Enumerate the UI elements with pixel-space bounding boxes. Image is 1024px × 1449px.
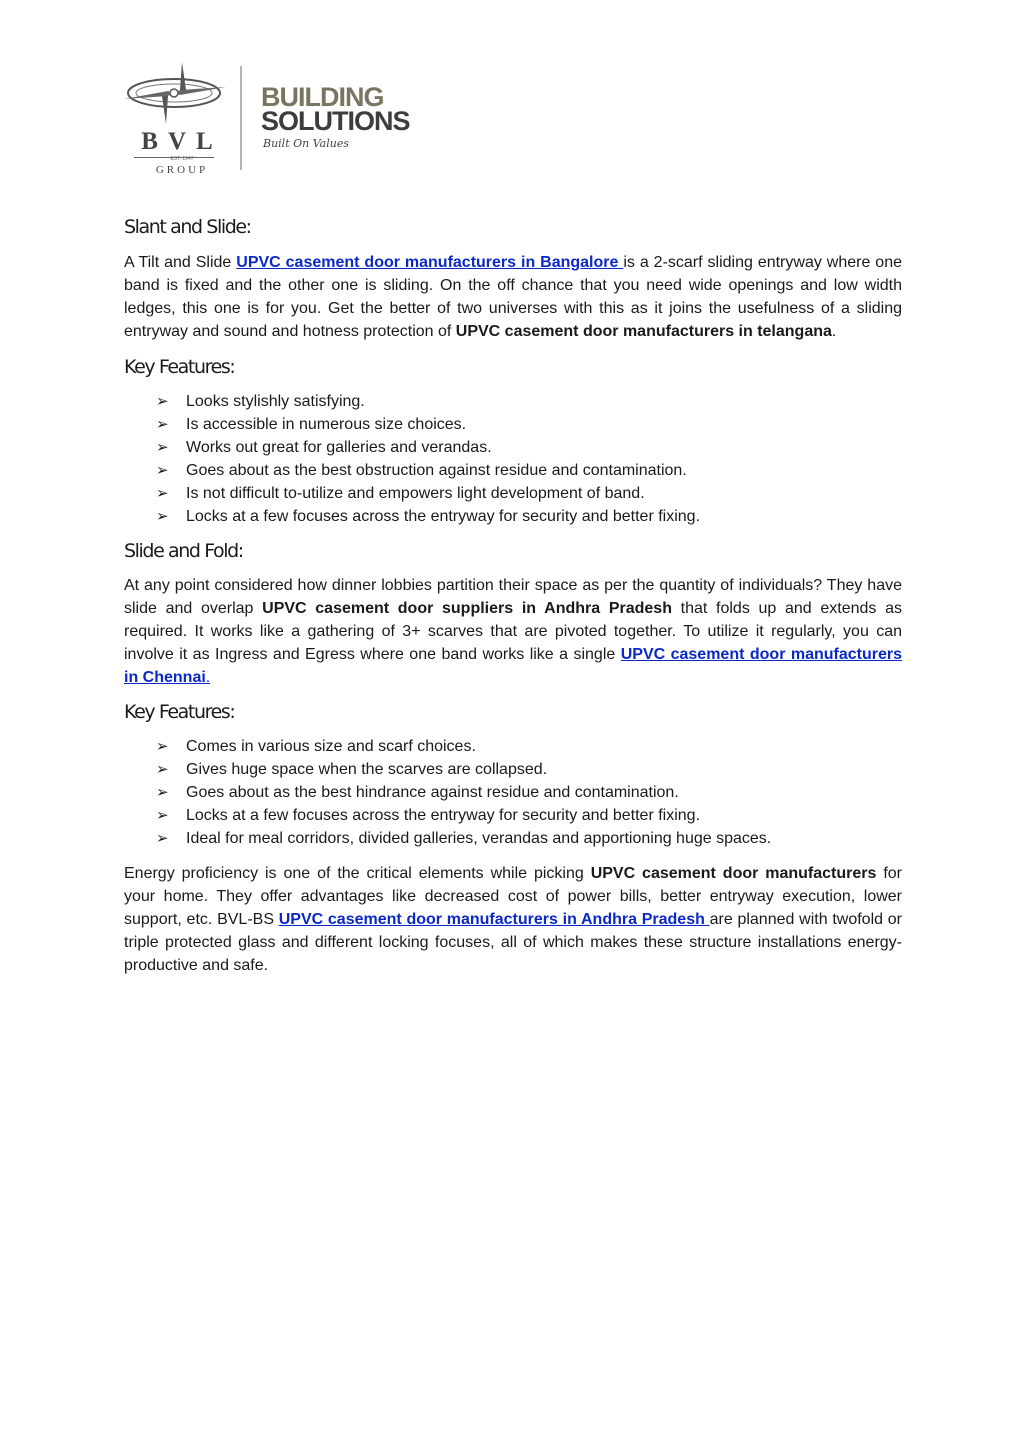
list-item xyxy=(156,436,902,459)
list-item-text: Looks stylishly satisfying. xyxy=(186,393,365,410)
arrow-bullet-icon: ➢ xyxy=(156,392,169,410)
bold-keyword-andhra-suppliers: UPVC casement door suppliers in Andhra Pradesh xyxy=(262,600,672,617)
arrow-bullet-icon: ➢ xyxy=(156,829,169,847)
paragraph-text: is a 2-scarf sliding entryway where one band is fixed and the other one is sliding. On the off chance that you need wide openings and low width ledges, this one is for you. Get the better of two universes with this as it joins the usefulness of a sliding entryway and sound and hotness protection of xyxy=(124,254,902,340)
list-item xyxy=(156,735,902,758)
list-item xyxy=(156,758,902,781)
logo-group-text: GROUP xyxy=(155,164,209,176)
feature-list-1 xyxy=(124,390,902,528)
list-item-text: Is not difficult to-utilize and empowers light development of band. xyxy=(186,485,645,502)
arrow-bullet-icon: ➢ xyxy=(156,461,169,479)
arrow-bullet-icon: ➢ xyxy=(156,760,169,778)
list-item-text: Comes in various size and scarf choices. xyxy=(186,738,476,755)
arrow-bullet-icon: ➢ xyxy=(156,484,169,502)
list-item xyxy=(156,459,902,482)
logo-divider xyxy=(240,66,242,170)
list-item-text: Is accessible in numerous size choices. xyxy=(186,416,467,433)
closing-paragraph xyxy=(124,862,902,977)
list-item-text: Locks at a few focuses across the entryway for security and better fixing. xyxy=(186,508,701,525)
list-item xyxy=(156,804,902,827)
logo-brand-letters: BVL xyxy=(141,128,223,155)
section-title-key-features-2: Key Features: xyxy=(124,701,235,723)
arrow-bullet-icon: ➢ xyxy=(156,415,169,433)
list-item-text: Goes about as the best obstruction against residue and contamination. xyxy=(186,462,687,479)
document-body xyxy=(124,212,902,977)
paragraph-text: . xyxy=(831,323,837,340)
bvl-compass-logo-icon xyxy=(122,60,228,130)
section-paragraph-slide-and-fold xyxy=(124,574,902,689)
list-item xyxy=(156,482,902,505)
logo-est-text: EST. 1947 xyxy=(170,156,194,162)
list-item xyxy=(156,413,902,436)
section-title-slant-and-slide: Slant and Slide: xyxy=(124,216,251,238)
bold-keyword-telangana: UPVC casement door manufacturers in telangana xyxy=(455,323,832,340)
list-item xyxy=(156,827,902,850)
paragraph-text: Energy proficiency is one of the critical elements while picking xyxy=(124,865,591,882)
arrow-bullet-icon: ➢ xyxy=(156,438,169,456)
paragraph-text: A Tilt and Slide xyxy=(124,254,237,271)
logo-solutions-text: SOLUTIONS xyxy=(261,106,410,136)
link-chennai-tail[interactable]: . xyxy=(205,669,211,686)
arrow-bullet-icon: ➢ xyxy=(156,783,169,801)
arrow-bullet-icon: ➢ xyxy=(156,806,169,824)
paragraph-text: are planned with twofold or triple protected glass and different locking focuses, all of which makes these structure installations energy-productive and safe. xyxy=(124,911,902,974)
logo-tagline: Built On Values xyxy=(263,137,349,150)
bold-keyword-manufacturers: UPVC casement door manufacturers xyxy=(590,865,877,882)
arrow-bullet-icon: ➢ xyxy=(156,737,169,755)
logo-building-text: BUILDING xyxy=(261,82,384,112)
list-item-text: Works out great for galleries and verandas. xyxy=(186,439,492,456)
arrow-bullet-icon: ➢ xyxy=(156,507,169,525)
list-item-text: Gives huge space when the scarves are collapsed. xyxy=(186,761,548,778)
section-title-key-features-1: Key Features: xyxy=(124,356,235,378)
paragraph-text: At any point considered how dinner lobbies partition their space as per the quantity of individuals? They have slide and overlap xyxy=(124,577,902,617)
section-title-slide-and-fold: Slide and Fold: xyxy=(124,540,243,562)
section-paragraph-slant-and-slide xyxy=(124,251,902,343)
feature-list-2 xyxy=(124,735,902,850)
list-item xyxy=(156,390,902,413)
list-item-text: Goes about as the best hindrance against residue and contamination. xyxy=(186,784,679,801)
link-chennai-manufacturers[interactable]: UPVC casement door manufacturers in Chennai xyxy=(124,646,902,686)
link-andhra-manufacturers[interactable]: UPVC casement door manufacturers in Andhra Pradesh xyxy=(278,911,710,928)
list-item-text: Locks at a few focuses across the entryway for security and better fixing. xyxy=(186,807,701,824)
list-item xyxy=(156,505,902,528)
paragraph-text: that folds up and extends as required. It works like a gathering of 3+ scarves that are pivoted together. To utilize it regularly, you can involve it as Ingress and Egress where one band works like a single xyxy=(124,600,902,663)
list-item xyxy=(156,781,902,804)
link-bangalore-manufacturers[interactable]: UPVC casement door manufacturers in Bangalore xyxy=(236,254,624,271)
list-item-text: Ideal for meal corridors, divided galleries, verandas and apportioning huge spaces. xyxy=(186,830,772,847)
paragraph-text: for your home. They offer advantages like decreased cost of power bills, better entryway execution, lower support, etc. BVL-BS xyxy=(124,865,902,928)
